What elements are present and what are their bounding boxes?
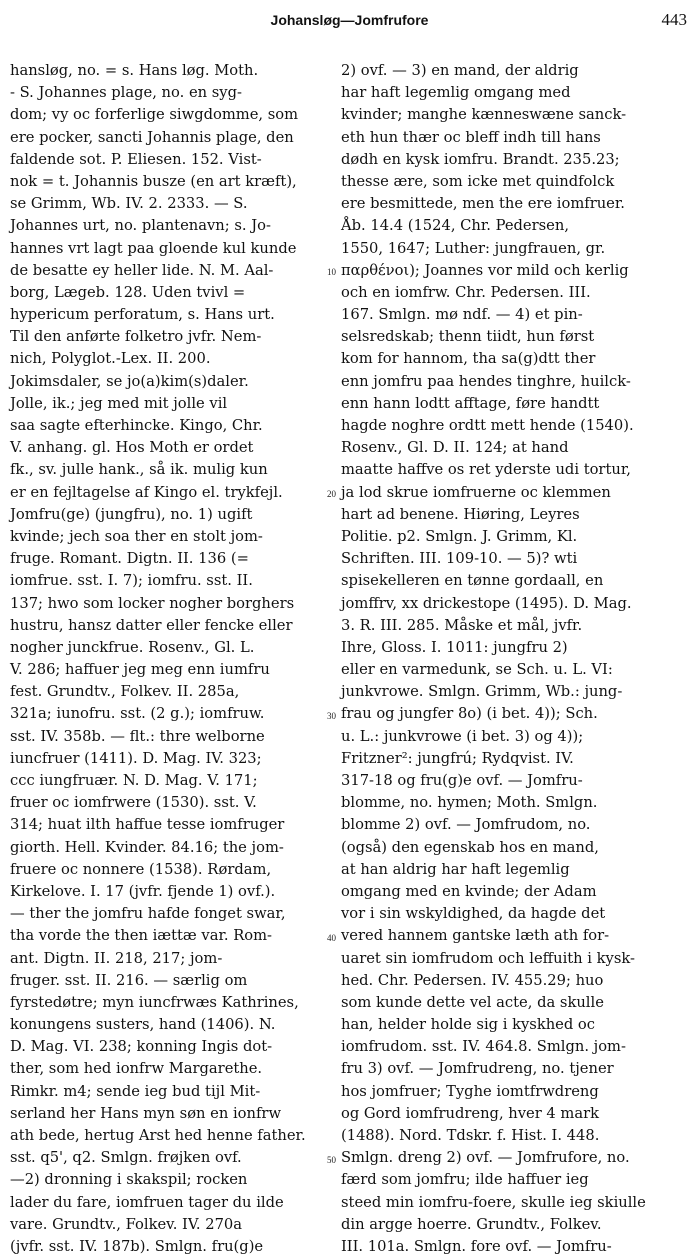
text-line: og Gord iomfrudreng, hver 4 mark	[341, 1104, 600, 1122]
text-line: sst. q5', q2. Smlgn. frøjken ovf.	[10, 1149, 242, 1167]
text-line: som kunde dette vel acte, da skulle	[341, 993, 604, 1011]
text-line: och en iomfrw. Chr. Pedersen. III.	[341, 283, 591, 301]
text-line: (1488). Nord. Tdskr. f. Hist. I. 448.	[341, 1127, 600, 1144]
text-line: se Grimm, Wb. IV. 2. 2333. — S.	[10, 195, 248, 213]
text-line: fyrstedøtre; myn iuncfrwæs Kathrines,	[10, 993, 299, 1011]
text-line: iomfrue. sst. I. 7); iomfru. sst. II.	[10, 572, 253, 590]
line-number: 20	[327, 488, 336, 499]
line-number: 30	[327, 710, 336, 721]
text-line: kvinde; jech soa ther en stolt jom-	[10, 527, 263, 545]
text-line: thesse ære, som icke met quindfolck	[341, 172, 615, 190]
text-line: vered hannem gantske læth ath for-	[341, 927, 610, 945]
text-line: dom; vy oc forferlige siwgdomme, som	[10, 106, 299, 124]
text-line: serland her Hans myn søn en ionfrw	[10, 1104, 282, 1122]
text-line: vare. Grundtv., Folkev. IV. 270a	[10, 1215, 243, 1233]
text-line: fruere oc nonnere (1538). Rørdam,	[10, 860, 272, 878]
text-line: selsredskab; thenn tiidt, hun først	[341, 328, 595, 346]
text-line: Rosenv., Gl. D. II. 124; at hand	[341, 439, 569, 457]
text-line: iomfrudom. sst. IV. 464.8. Smlgn. jom-	[341, 1038, 626, 1056]
text-line: hannes vrt lagt paa gloende kul kunde	[10, 239, 297, 257]
text-line: vor i sin wskyldighed, da hagde det	[341, 905, 606, 923]
text-line: enn hann lodtt afftage, føre handtt	[341, 394, 600, 412]
text-line: hed. Chr. Pedersen. IV. 455.29; huo	[341, 971, 604, 989]
text-line: ja lod skrue iomfruerne oc klemmen	[341, 483, 611, 501]
text-line: 314; huat ilth haffue tesse iomfruger	[10, 816, 285, 834]
text-line: din argge hoerre. Grundtv., Folkev.	[341, 1215, 602, 1233]
text-line: hagde noghre ordtt mett hende (1540).	[341, 417, 634, 434]
text-line: ant. Digtn. II. 218, 217; jom-	[10, 949, 223, 967]
text-line: III. 101a. Smlgn. fore ovf. — Jomfru-	[341, 1237, 612, 1255]
text-line: fru 3) ovf. — Jomfrudreng, no. tjener	[341, 1060, 614, 1078]
text-line: 137; hwo som locker nogher borghers	[10, 594, 295, 612]
text-line: konungens susters, hand (1406). N.	[10, 1016, 276, 1034]
text-line: Jokimsdaler, se jo(a)kim(s)daler.	[10, 372, 249, 390]
text-line: 1550, 1647; Luther: jungfrauen, gr.	[341, 239, 606, 257]
text-line: nok = t. Johannis busze (en art kræft),	[10, 172, 297, 190]
text-line: enn jomfru paa hendes tinghre, huilck-	[341, 372, 631, 390]
text-line: hansløg, no. = s. Hans løg. Moth.	[10, 62, 259, 79]
text-line: 167. Smlgn. mø ndf. — 4) et pin-	[341, 306, 583, 324]
text-line: Kirkelove. I. 17 (jvfr. fjende 1) ovf.).	[10, 882, 276, 900]
text-line: spisekelleren en tønne gordaall, en	[341, 572, 604, 590]
text-line: Jolle, ik.; jeg med mit jolle vil	[10, 394, 228, 412]
text-line: frau og jungfer 8o) (i bet. 4)); Sch.	[341, 705, 598, 723]
text-line: Rimkr. m4; sende ieg bud tijl Mit-	[10, 1082, 261, 1100]
text-line: Til den anførte folketro jvfr. Nem-	[10, 328, 262, 346]
line-number: 40	[327, 932, 336, 943]
text-line: ere pocker, sancti Johannis plage, den	[10, 128, 294, 146]
text-line: sst. IV. 358b. — flt.: thre welborne	[10, 727, 265, 745]
text-line: 321a; iunofru. sst. (2 g.); iomfruw.	[10, 705, 265, 723]
text-line: - S. Johannes plage, no. en syg-	[10, 84, 242, 102]
text-line: — ther the jomfru hafde fonget swar,	[10, 905, 286, 923]
text-line: eller en varmedunk, se Sch. u. L. VI:	[341, 661, 613, 679]
text-line: V. anhang. gl. Hos Moth er ordet	[10, 439, 254, 457]
text-line: ath bede, hertug Arst hed henne father.	[10, 1127, 306, 1144]
text-line: (også) den egenskab hos en mand,	[341, 838, 599, 856]
text-line: fruer oc iomfrwere (1530). sst. V.	[10, 794, 257, 812]
text-line: færd som jomfru; ilde haffuer ieg	[341, 1171, 589, 1189]
text-line: kvinder; manghe kænneswæne sanck-	[341, 106, 627, 124]
text-line: Smlgn. dreng 2) ovf. — Jomfrufore, no.	[341, 1149, 630, 1167]
text-line: jomffrv, xx drickestope (1495). D. Mag.	[341, 594, 632, 612]
text-line: uaret sin iomfrudom och leffuith i kysk-	[341, 949, 636, 967]
text-line: Schriften. III. 109-10. — 5)? wti	[341, 550, 578, 568]
text-line: maatte haffve os ret yderste udi tortur,	[341, 461, 631, 479]
text-line: hos jomfruer; Tyghe iomtfrwdreng	[341, 1082, 599, 1100]
text-line: giorth. Hell. Kvinder. 84.16; the jom-	[10, 838, 284, 856]
text-line: fruger. sst. II. 216. — særlig om	[10, 971, 248, 989]
running-head: Johansløg—Jomfrufore	[270, 12, 429, 28]
text-line: omgang med en kvinde; der Adam	[341, 882, 597, 900]
text-line: eth hun thær oc bleff indh till hans	[341, 128, 601, 146]
text-line: han, helder holde sig i kyskhed oc	[341, 1016, 596, 1034]
text-line: har haft legemlig omgang med	[341, 84, 571, 102]
text-line: iuncfruer (1411). D. Mag. IV. 323;	[10, 749, 262, 767]
text-line: Jomfru(ge) (jungfru), no. 1) ugift	[10, 505, 253, 523]
text-line: u. L.: junkvrowe (i bet. 3) og 4));	[341, 727, 584, 745]
line-number: 50	[327, 1154, 336, 1165]
text-line: Politie. p2. Smlgn. J. Grimm, Kl.	[341, 527, 578, 545]
text-line: hypericum perforatum, s. Hans urt.	[10, 306, 275, 324]
text-line: Fritzner²: jungfrú; Rydqvist. IV.	[341, 749, 574, 767]
left-column	[10, 60, 340, 1258]
text-line: Johannes urt, no. plantenavn; s. Jo-	[10, 217, 271, 235]
text-line: hart ad benene. Hiøring, Leyres	[341, 505, 580, 523]
text-line: blomme 2) ovf. — Jomfrudom, no.	[341, 816, 591, 834]
text-line: 317-18 og fru(g)e ovf. — Jomfru-	[341, 772, 583, 789]
text-line: nogher junckfrue. Rosenv., Gl. L.	[10, 638, 255, 656]
text-line: ccc iungfruær. N. D. Mag. V. 171;	[10, 772, 258, 789]
text-line: blomme, no. hymen; Moth. Smlgn.	[341, 794, 598, 812]
text-line: junkvrowe. Smlgn. Grimm, Wb.: jung-	[341, 683, 623, 701]
text-line: fest. Grundtv., Folkev. II. 285a,	[10, 683, 240, 701]
text-line: at han aldrig har haft legemlig	[341, 860, 570, 878]
text-line: de besatte ey heller lide. N. M. Aal-	[10, 261, 274, 279]
page-number: 443	[661, 10, 687, 29]
text-line: —2) dronning i skakspil; rocken	[10, 1171, 248, 1189]
text-line: V. 286; haffuer jeg meg enn iumfru	[10, 661, 270, 679]
text-line: steed min iomfru-foere, skulle ieg skiulle	[341, 1193, 646, 1211]
page-header	[12, 10, 687, 34]
text-line: dødh en kysk iomfru. Brandt. 235.23;	[341, 150, 620, 168]
text-line: ther, som hed ionfrw Margarethe.	[10, 1060, 263, 1078]
text-line: D. Mag. VI. 238; konning Ingis dot-	[10, 1038, 273, 1056]
text-line: ere besmittede, men the ere iomfruer.	[341, 195, 625, 213]
text-line: saa sagte efterhincke. Kingo, Chr.	[10, 417, 263, 434]
text-line: faldende sot. P. Eliesen. 152. Vist-	[10, 150, 262, 168]
text-line: fk., sv. julle hank., så ik. mulig kun	[10, 461, 268, 479]
text-line: er en fejltagelse af Kingo el. trykfejl.	[10, 483, 283, 501]
text-line: παρθένοι); Joannes vor mild och kerlig	[341, 261, 629, 279]
text-line: kom for hannom, tha sa(g)dtt ther	[341, 350, 596, 368]
text-line: Åb. 14.4 (1524, Chr. Pedersen,	[341, 217, 569, 235]
text-line: Ihre, Gloss. I. 1011: jungfru 2)	[341, 638, 568, 656]
text-line: lader du fare, iomfruen tager du ilde	[10, 1193, 284, 1211]
text-line: hustru, hansz datter eller fencke eller	[10, 616, 293, 634]
text-line: nich, Polyglot.-Lex. II. 200.	[10, 350, 211, 368]
text-line: tha vorde the then iættæ var. Rom-	[10, 927, 272, 945]
text-line: 3. R. III. 285. Måske et mål, jvfr.	[341, 616, 583, 634]
text-line: borg, Lægeb. 128. Uden tvivl =	[10, 283, 246, 301]
text-line: 2) ovf. — 3) en mand, der aldrig	[341, 62, 579, 79]
text-line: fruge. Romant. Digtn. II. 136 (=	[10, 550, 249, 568]
line-number: 10	[327, 266, 336, 277]
text-line: (jvfr. sst. IV. 187b). Smlgn. fru(g)e	[10, 1237, 264, 1255]
right-column	[341, 60, 671, 1258]
